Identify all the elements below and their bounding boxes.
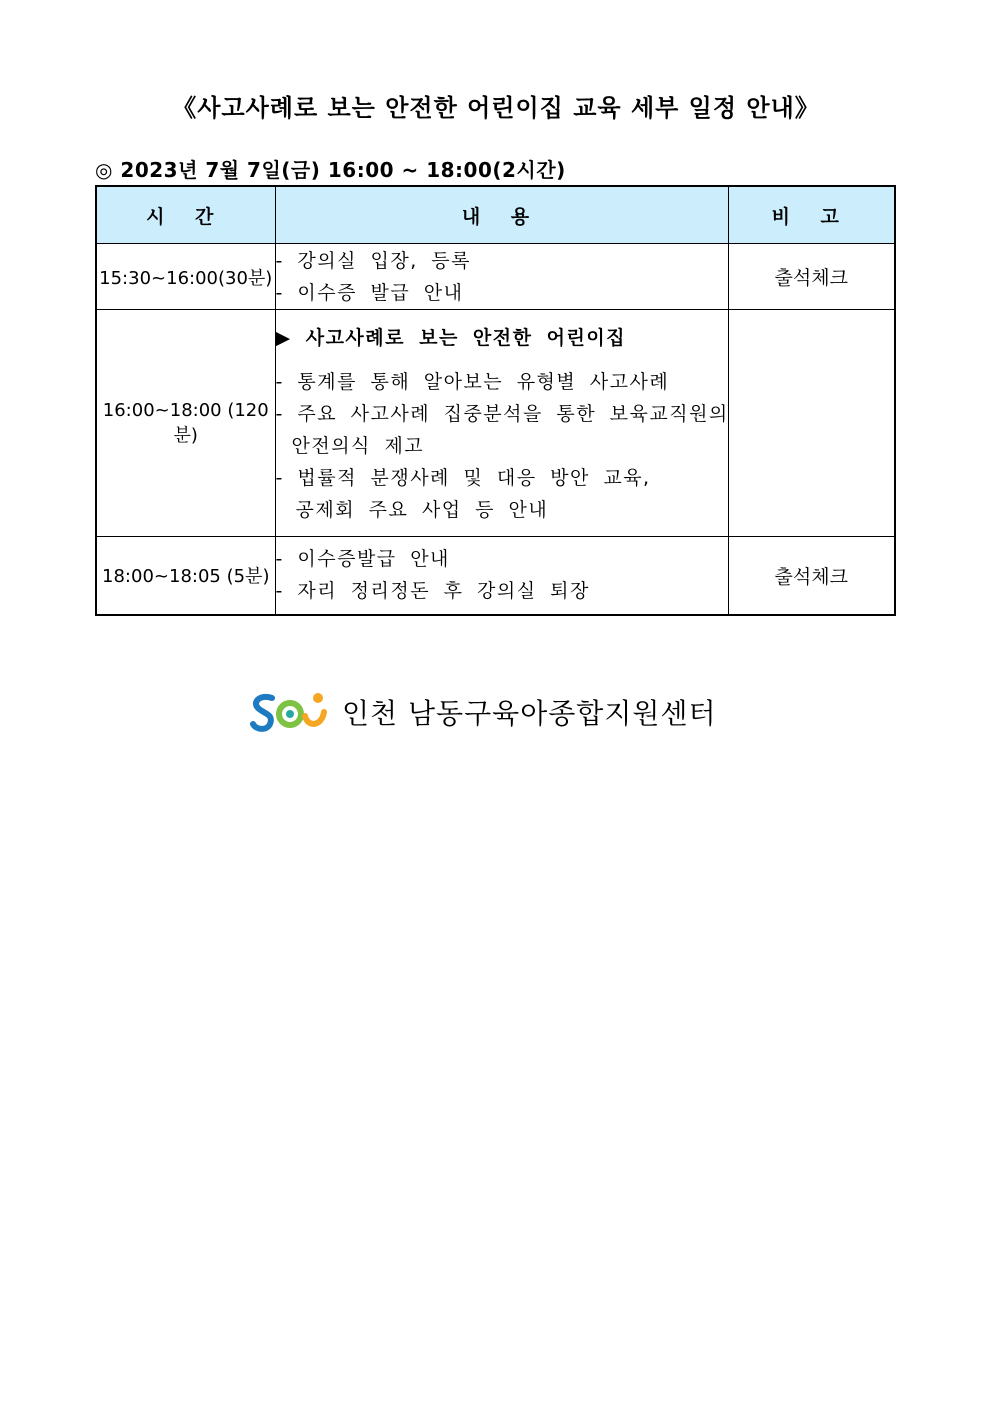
header-content: 내 용: [275, 186, 728, 244]
content-line: - 법률적 분쟁사례 및 대응 방안 교육,: [275, 467, 651, 489]
center-logo-icon: [250, 690, 328, 734]
row-note: [728, 310, 895, 537]
content-line: - 이수증 발급 안내: [275, 281, 464, 304]
org-name: 인천 남동구육아종합지원센터: [342, 697, 717, 730]
header-time: 시 간: [96, 186, 275, 244]
content-line: - 이수증발급 안내: [275, 548, 450, 571]
table-header-row: [96, 186, 895, 244]
section-title: ▶ 사고사례로 보는 안전한 어린이집: [275, 327, 627, 349]
content-line: 공제회 주요 사업 등 안내: [295, 499, 549, 521]
content-line: - 주요 사고사례 집중분석을 통한 보육교직원의: [275, 403, 729, 425]
footer: [250, 690, 717, 734]
row-time: 15:30~16:00(30분): [96, 244, 275, 310]
row-content: [275, 537, 728, 615]
content-line: - 자리 정리정돈 후 강의실 퇴장: [275, 580, 590, 603]
row-content: [275, 310, 728, 537]
content-line: - 강의실 입장, 등록: [275, 249, 471, 272]
row-time: 18:00~18:05 (5분): [96, 537, 275, 615]
content-line: - 통계를 통해 알아보는 유형별 사고사례: [275, 371, 670, 393]
header-note: 비 고: [728, 186, 895, 244]
content-line: 안전의식 제고: [291, 435, 425, 457]
table-row: [96, 244, 895, 310]
table-row: [96, 537, 895, 615]
schedule-date: ◎ 2023년 7월 7일(금) 16:00 ~ 18:00(2시간): [95, 158, 566, 182]
row-time: 16:00~18:00 (120분): [96, 310, 275, 537]
row-content: [275, 244, 728, 310]
schedule-table: [95, 185, 896, 616]
document-title: 《사고사례로 보는 안전한 어린이집 교육 세부 일정 안내》: [172, 94, 820, 122]
row-note: 출석체크: [728, 244, 895, 310]
table-row: [96, 310, 895, 537]
row-note: 출석체크: [728, 537, 895, 615]
